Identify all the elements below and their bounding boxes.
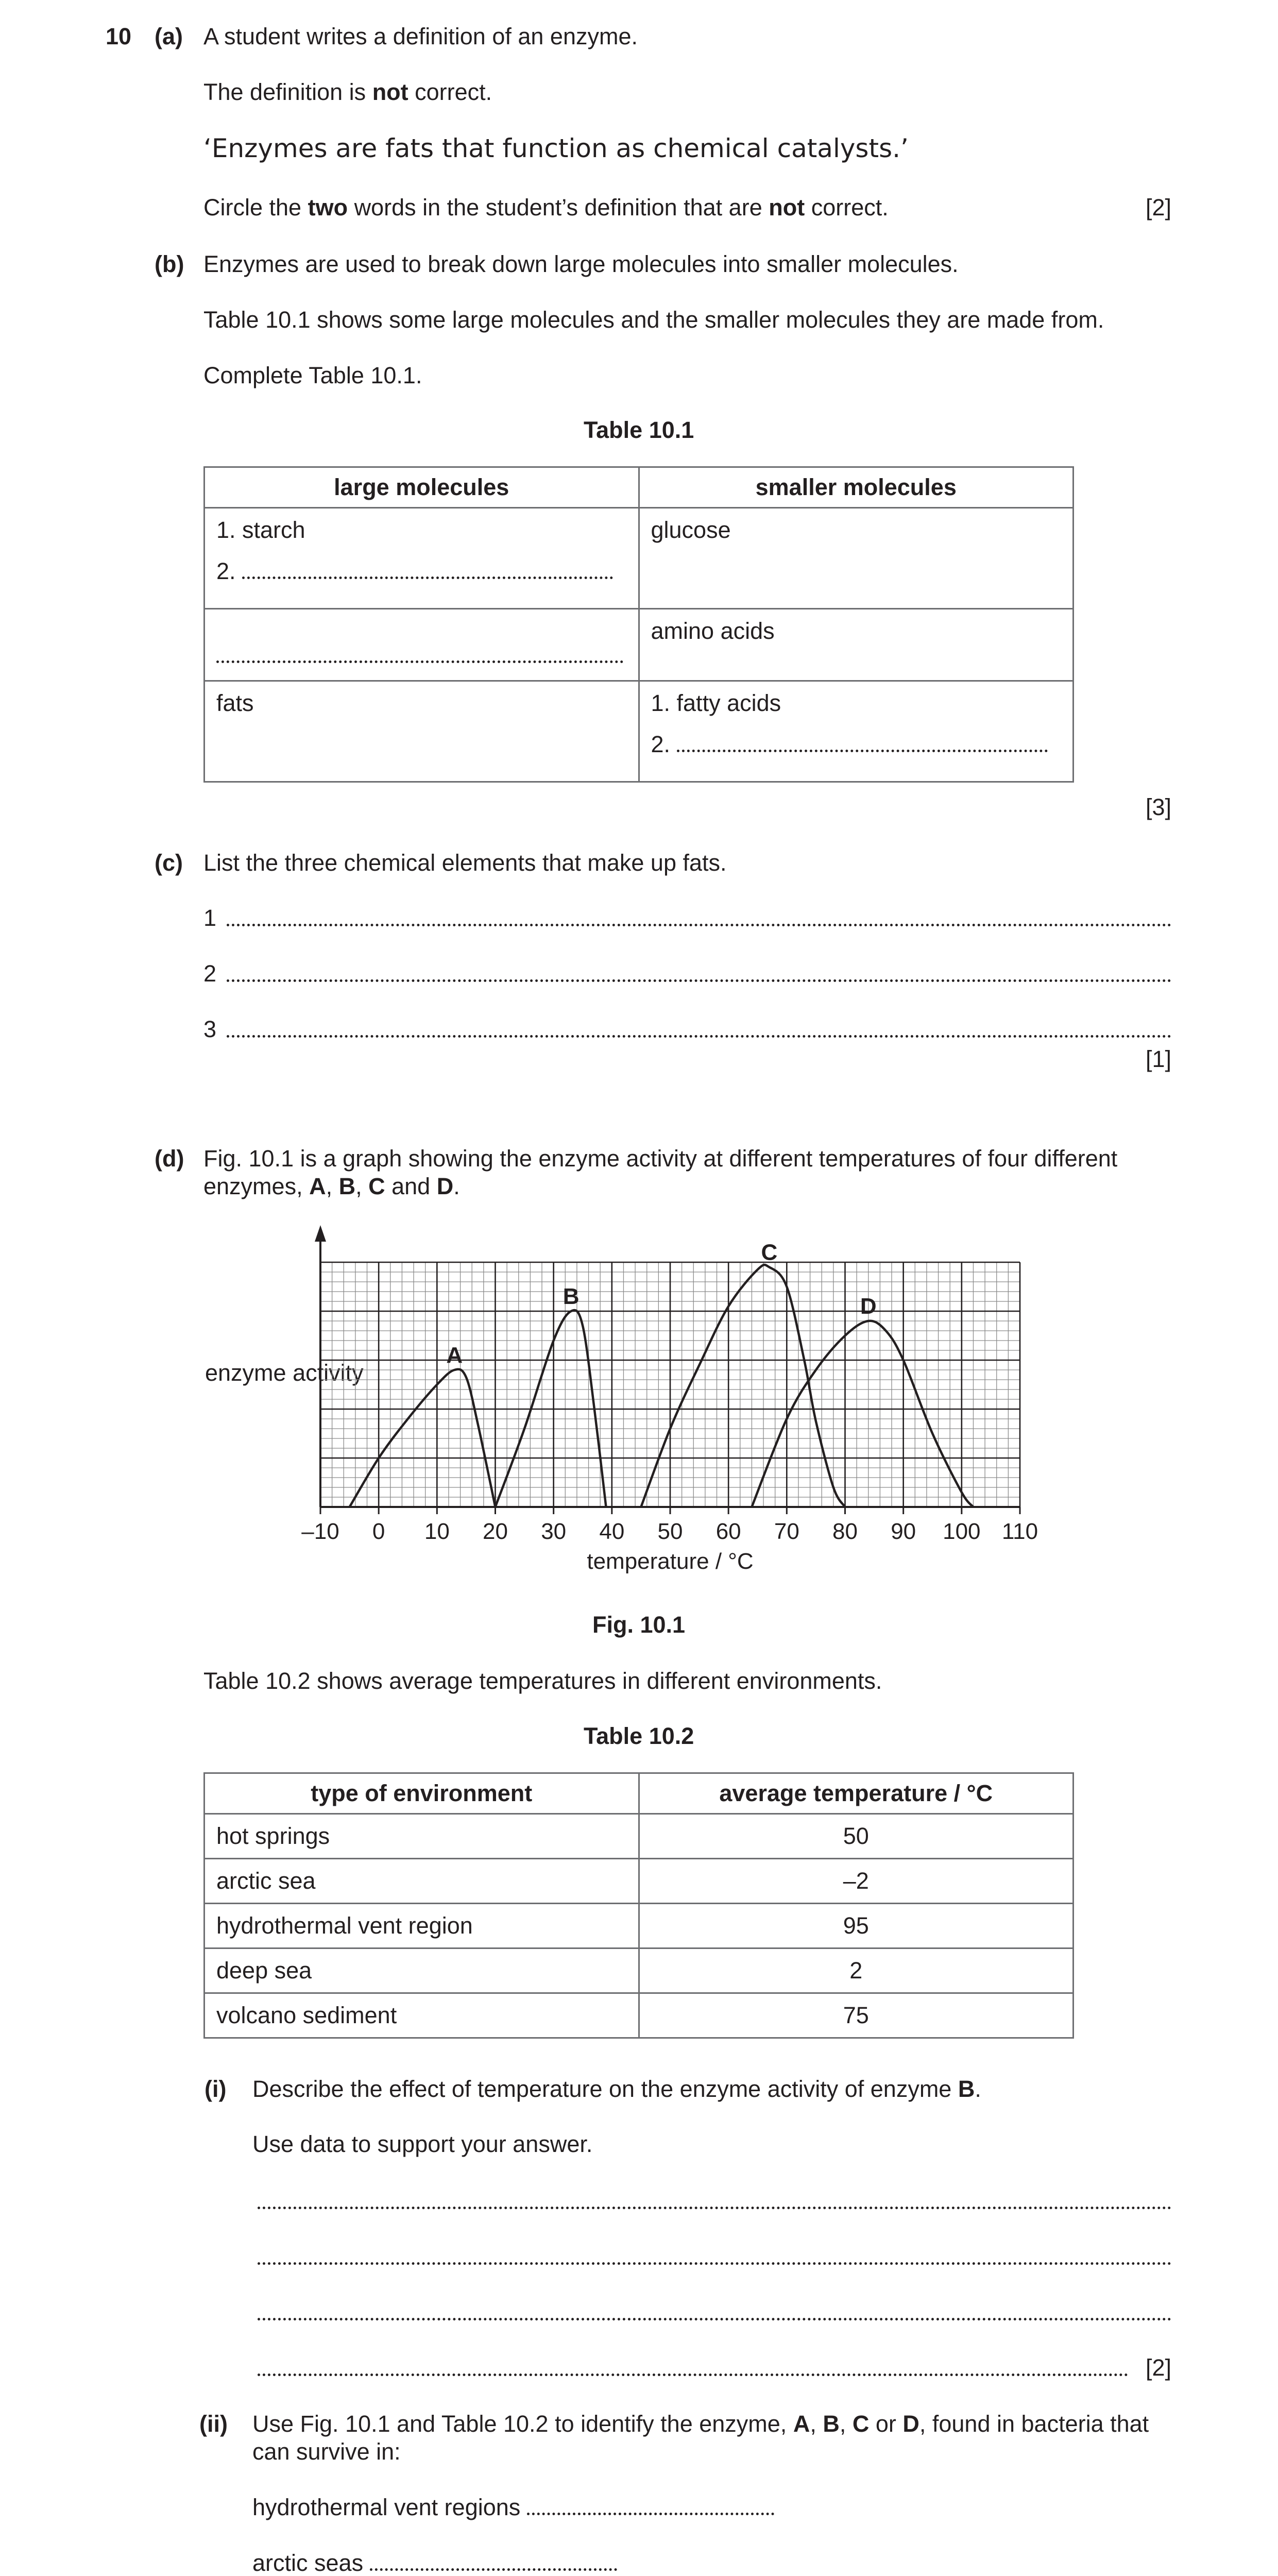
curve-label-D: D: [860, 1294, 877, 1319]
part-c-label: (c): [155, 850, 183, 876]
part-d-i-marks: [2]: [1145, 2354, 1171, 2381]
fig-10-1-caption: Fig. 10.1: [592, 1612, 686, 1638]
temperature-cell: –2: [639, 1859, 1073, 1904]
table-10-1-row3-large: fats: [205, 681, 639, 782]
part-c-line1: List the three chemical elements that make up fats.: [203, 850, 727, 876]
part-d-ii-line1: Use Fig. 10.1 and Table 10.2 to identify the enzyme, A, B, C or D, found in bacteria that: [252, 2411, 1149, 2437]
part-b-line3: Complete Table 10.1.: [203, 362, 422, 388]
fats-answer-line[interactable]: 2.: [651, 731, 1062, 758]
part-d-i-line1: Describe the effect of temperature on the enzyme activity of enzyme B.: [252, 2076, 981, 2102]
part-d-label: (d): [155, 1145, 184, 1172]
part-d-line1: Fig. 10.1 is a graph showing the enzyme activity at different temperatures of four different: [203, 1145, 1118, 1172]
part-d-ii-item2: arctic seas: [252, 2549, 617, 2576]
question-number: 10: [106, 23, 132, 49]
part-d-i-label: (i): [205, 2076, 227, 2102]
table-10-1-row1-large: [205, 508, 639, 609]
x-tick-label: 0: [372, 1519, 385, 1544]
starch-answer-line[interactable]: 2.: [216, 558, 627, 585]
part-a-marks: [2]: [1145, 194, 1171, 221]
environment-cell: volcano sediment: [205, 1993, 639, 2038]
starch-label: 1. starch: [216, 517, 305, 543]
table-10-1-title: Table 10.1: [584, 417, 694, 443]
environment-cell: hydrothermal vent region: [205, 1904, 639, 1948]
table-10-1-header-large: large molecules: [205, 467, 639, 508]
table-10-2: [203, 1772, 1074, 2039]
table-10-1-row2-small: amino acids: [639, 609, 1073, 681]
part-d-i-answer-line-2[interactable]: [258, 2262, 1171, 2265]
environment-cell: arctic sea: [205, 1859, 639, 1904]
table-row: [205, 1859, 1073, 1904]
curve-label-B: B: [563, 1284, 580, 1309]
part-c-answer-line-3[interactable]: [227, 1035, 1171, 1038]
table-row: [205, 1993, 1073, 2038]
table-10-1: [203, 466, 1074, 783]
x-tick-label: 110: [1001, 1519, 1038, 1544]
x-tick-label: 90: [891, 1519, 916, 1544]
part-a-line1: A student writes a definition of an enzyme.: [203, 23, 638, 49]
y-axis-arrow-icon: [315, 1225, 326, 1242]
x-tick-label: 80: [832, 1519, 858, 1544]
x-tick-label: 30: [541, 1519, 567, 1544]
fatty-acids-label: 1. fatty acids: [651, 690, 781, 716]
curve-D: [752, 1321, 973, 1507]
part-b-line1: Enzymes are used to break down large molecules into smaller molecules.: [203, 251, 959, 277]
part-a-line2: The definition is not correct.: [203, 79, 492, 105]
x-tick-label: 70: [774, 1519, 799, 1544]
table-row: [205, 1948, 1073, 1993]
part-c-answer-line-1[interactable]: [227, 924, 1171, 926]
part-d-i-answer-line-4[interactable]: [258, 2374, 1128, 2376]
arctic-answer-line[interactable]: [370, 2568, 617, 2571]
part-b-marks: [3]: [1145, 794, 1171, 820]
x-tick-label: –10: [301, 1519, 339, 1544]
fig-10-1-chart: [288, 1221, 1092, 1582]
part-c-item-1: 1: [203, 905, 217, 931]
hydrothermal-answer-line[interactable]: [527, 2513, 774, 2515]
environment-cell: hot springs: [205, 1814, 639, 1859]
x-tick-label: 10: [424, 1519, 450, 1544]
curve-label-C: C: [761, 1240, 778, 1265]
x-tick-label: 60: [715, 1519, 741, 1544]
table-10-2-title: Table 10.2: [584, 1723, 694, 1749]
table-10-1-row3-small: [639, 681, 1073, 782]
part-d-line2: enzymes, A, B, C and D.: [203, 1173, 460, 1199]
part-d-i-line2: Use data to support your answer.: [252, 2131, 593, 2157]
part-d-i-answer-line-1[interactable]: [258, 2207, 1171, 2209]
chart-y-axis-label: enzyme activity: [205, 1360, 364, 1386]
table-10-2-header-environment: type of environment: [205, 1773, 639, 1814]
table-10-1-row2-large[interactable]: [205, 609, 639, 681]
part-d-ii-line2: can survive in:: [252, 2438, 401, 2465]
part-d-ii-label: (ii): [199, 2411, 228, 2437]
curve-label-A: A: [446, 1343, 463, 1368]
table-10-1-row1-small: glucose: [639, 508, 1073, 609]
part-b-line2: Table 10.1 shows some large molecules and the smaller molecules they are made from.: [203, 307, 1104, 333]
x-tick-label: 100: [943, 1519, 981, 1544]
x-tick-label: 40: [599, 1519, 625, 1544]
environment-cell: deep sea: [205, 1948, 639, 1993]
table-10-1-header-small: smaller molecules: [639, 467, 1073, 508]
part-c-marks: [1]: [1145, 1046, 1171, 1072]
temperature-cell: 75: [639, 1993, 1073, 2038]
table-row: [205, 1904, 1073, 1948]
part-a-instruction: Circle the two words in the student’s definition that are not correct.: [203, 194, 889, 221]
part-c-answer-line-2[interactable]: [227, 979, 1171, 982]
part-d-i-answer-line-3[interactable]: [258, 2318, 1171, 2320]
x-tick-label: 20: [483, 1519, 508, 1544]
table-row: [205, 1814, 1073, 1859]
temperature-cell: 2: [639, 1948, 1073, 1993]
temperature-cell: 95: [639, 1904, 1073, 1948]
student-definition-quote: ‘Enzymes are fats that function as chemical catalysts.’: [203, 133, 909, 163]
table-10-2-intro: Table 10.2 shows average temperatures in different environments.: [203, 1668, 882, 1694]
part-b-label: (b): [155, 251, 184, 277]
part-c-item-2: 2: [203, 960, 217, 987]
x-tick-label: 50: [657, 1519, 683, 1544]
x-axis-label: temperature / °C: [587, 1549, 754, 1574]
part-a-label: (a): [155, 23, 183, 49]
temperature-cell: 50: [639, 1814, 1073, 1859]
table-10-2-header-temperature: average temperature / °C: [639, 1773, 1073, 1814]
part-d-ii-item1: hydrothermal vent regions: [252, 2494, 774, 2521]
part-c-item-3: 3: [203, 1016, 217, 1042]
